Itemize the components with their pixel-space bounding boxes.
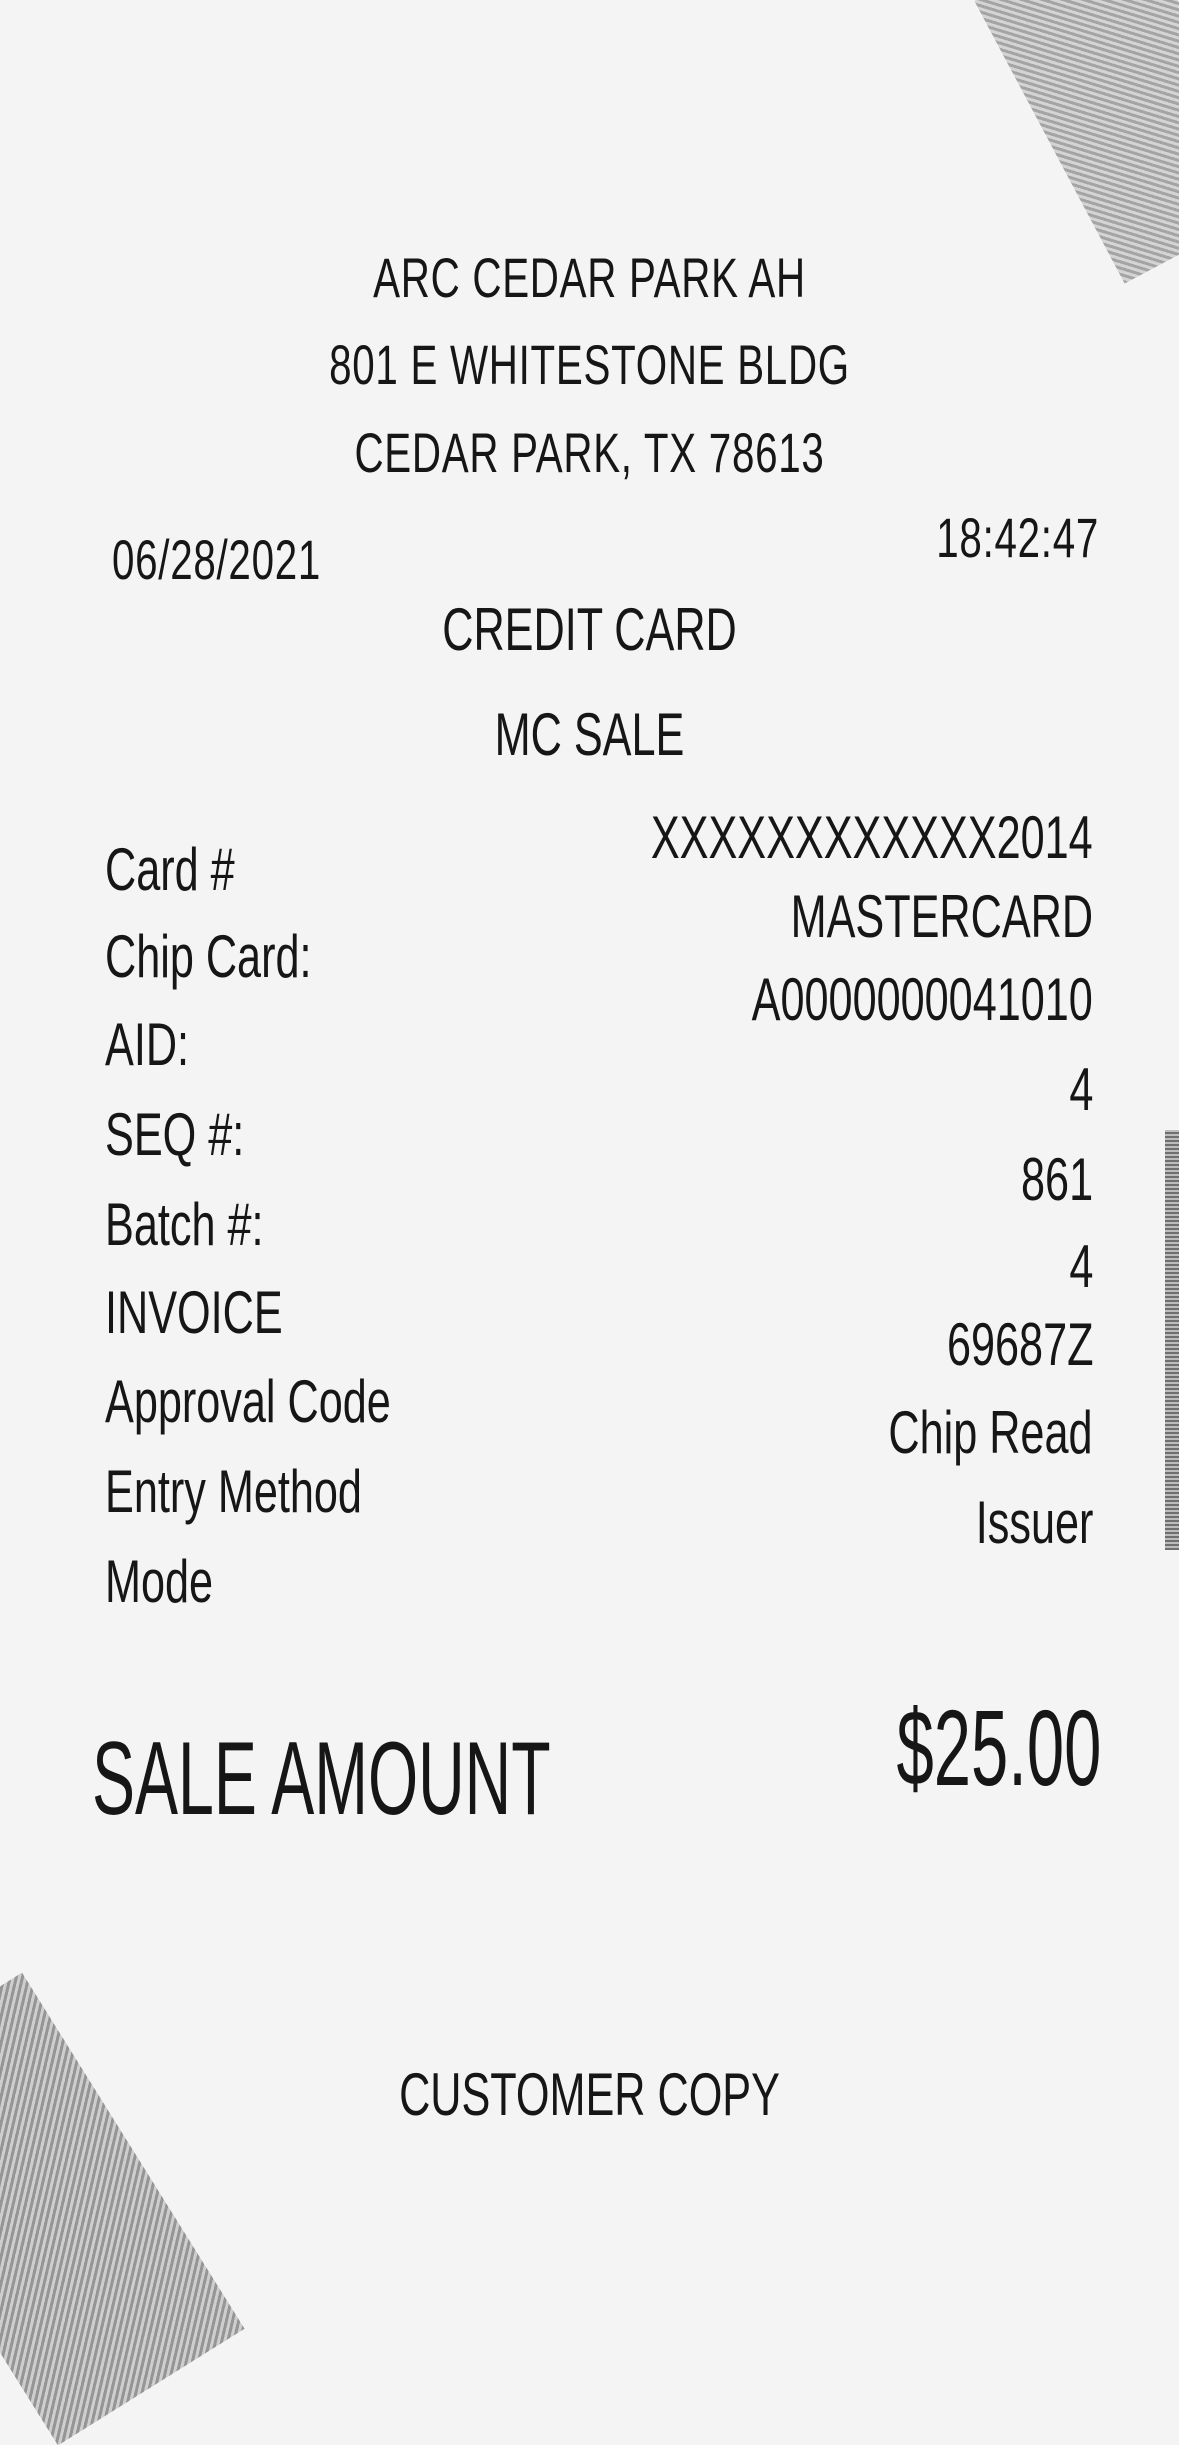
merchant-name: ARC CEDAR PARK AH xyxy=(373,246,806,309)
invoice-value: 4 xyxy=(1068,1233,1093,1300)
approval-code-value: 69687Z xyxy=(946,1311,1093,1378)
aid-label: AID: xyxy=(105,1011,190,1078)
sale-amount-value: $25.00 xyxy=(896,1687,1101,1808)
transaction-time: 18:42:47 xyxy=(936,506,1099,569)
transaction-date: 06/28/2021 xyxy=(112,528,322,591)
mode-value: Issuer xyxy=(975,1489,1093,1556)
aid-value: A0000000041010 xyxy=(751,966,1093,1033)
seq-label: SEQ #: xyxy=(105,1101,245,1168)
chip-card-label: Chip Card: xyxy=(105,923,312,990)
entry-method-label: Entry Method xyxy=(105,1458,362,1525)
entry-method-value: Chip Read xyxy=(888,1399,1093,1466)
merchant-address-line1: 801 E WHITESTONE BLDG xyxy=(329,333,850,396)
batch-value: 861 xyxy=(1020,1146,1093,1213)
invoice-label: INVOICE xyxy=(105,1279,283,1346)
sale-amount-label: SALE AMOUNT xyxy=(92,1721,551,1837)
approval-code-label: Approval Code xyxy=(105,1368,391,1435)
merchant-address-line2: CEDAR PARK, TX 78613 xyxy=(354,421,825,484)
batch-label: Batch #: xyxy=(105,1191,264,1258)
card-number-value: XXXXXXXXXXXX2014 xyxy=(651,804,1093,871)
card-number-label: Card # xyxy=(105,836,235,903)
seq-value: 4 xyxy=(1068,1056,1093,1123)
chip-card-value: MASTERCARD xyxy=(790,883,1093,950)
transaction-type: CREDIT CARD xyxy=(442,596,737,663)
customer-copy-label: CUSTOMER COPY xyxy=(399,2061,780,2128)
mode-label: Mode xyxy=(105,1548,214,1615)
sale-type: MC SALE xyxy=(494,701,685,768)
